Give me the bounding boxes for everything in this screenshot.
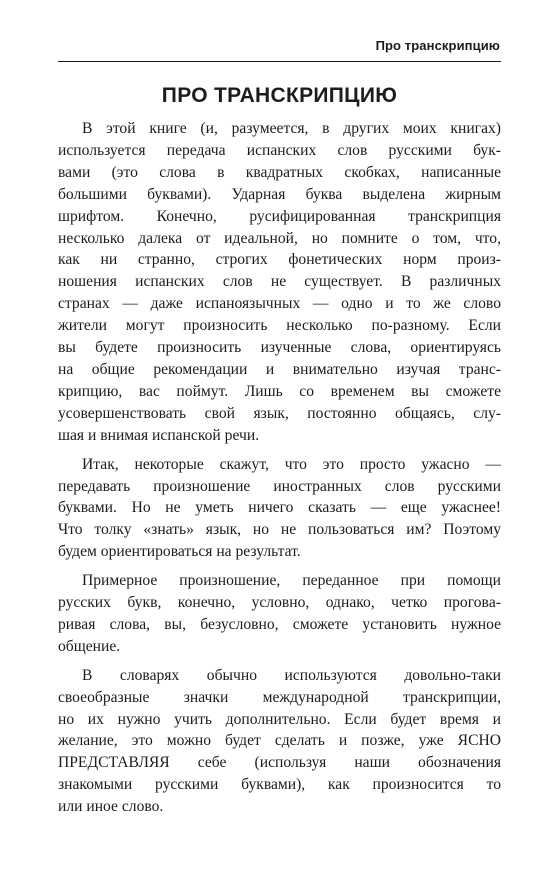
body-text — [58, 118, 501, 825]
text-line: буквами. Но не уметь ничего сказать — еще ужаснее! — [58, 499, 501, 517]
text-line: знакомыми русскими буквами), как произносится то — [58, 776, 501, 794]
text-line: как ни странно, строгих фонетических норм произ- — [58, 251, 501, 269]
text-line: желание, это можно будет сделать и позже, уже ЯСНО — [58, 732, 501, 750]
text-line: вами (это слова в квадратных скобках, написанные — [58, 163, 501, 181]
paragraph-1 — [58, 118, 501, 447]
text-line: на общие рекомендации и внимательно изучая транс- — [58, 360, 501, 378]
text-line: большими буквами). Ударная буква выделена жирным — [58, 185, 501, 203]
text-line: жители могут произносить несколько по-разному. Если — [58, 317, 501, 335]
text-line: Примерное произношение, переданное при помощи — [82, 572, 501, 590]
text-line: своеобразные значки международной транскрипции, — [58, 688, 501, 706]
running-header: Про транскрипцию — [375, 38, 500, 53]
text-line: общение. — [58, 637, 121, 655]
text-line: используется передача испанских слов русскими бук- — [58, 141, 501, 159]
text-line: странах — даже испаноязычных — одно и то же слово — [58, 295, 501, 313]
text-line: но их нужно учить дополнительно. Если будет время и — [58, 710, 501, 728]
text-line: В словарях обычно используются довольно-таки — [82, 666, 501, 684]
text-line: несколько далека от идеальной, но помните о том, что, — [58, 229, 501, 247]
text-line: Итак, некоторые скажут, что это просто ужасно — — [82, 455, 501, 473]
header-rule — [58, 61, 501, 62]
text-line: передавать произношение иностранных слов русскими — [58, 477, 501, 495]
text-line: вы будете произносить изученные слова, ориентируясь — [58, 339, 501, 357]
text-line: или иное слово. — [58, 798, 164, 816]
paragraph-3 — [58, 570, 501, 658]
text-line: В этой книге (и, разумеется, в других моих книгах) — [82, 120, 501, 137]
text-line: крипцию, вас поймут. Лишь со временем вы сможете — [58, 382, 501, 400]
text-line: шая и внимая испанской речи. — [58, 426, 260, 444]
text-line: ПРЕДСТАВЛЯЯ себе (используя наши обозначения — [58, 754, 501, 772]
text-line: Что толку «знать» язык, но не пользоваться им? Поэтому — [58, 521, 501, 539]
text-line: шрифтом. Конечно, русифицированная транскрипция — [58, 207, 501, 225]
text-line: ривая слова, вы, безусловно, сможете установить нужное — [58, 615, 501, 633]
chapter-title: ПРО ТРАНСКРИПЦИЮ — [161, 84, 398, 107]
text-line: русских букв, конечно, условно, однако, четко проговa- — [58, 594, 501, 612]
text-line: будем ориентироваться на результат. — [58, 543, 301, 561]
paragraph-4 — [58, 665, 501, 818]
paragraph-2 — [58, 454, 501, 564]
text-line: ношения испанских слов не существует. В различных — [58, 273, 501, 291]
text-line: усовершенствовать свой язык, постоянно общаясь, слу- — [58, 404, 501, 422]
